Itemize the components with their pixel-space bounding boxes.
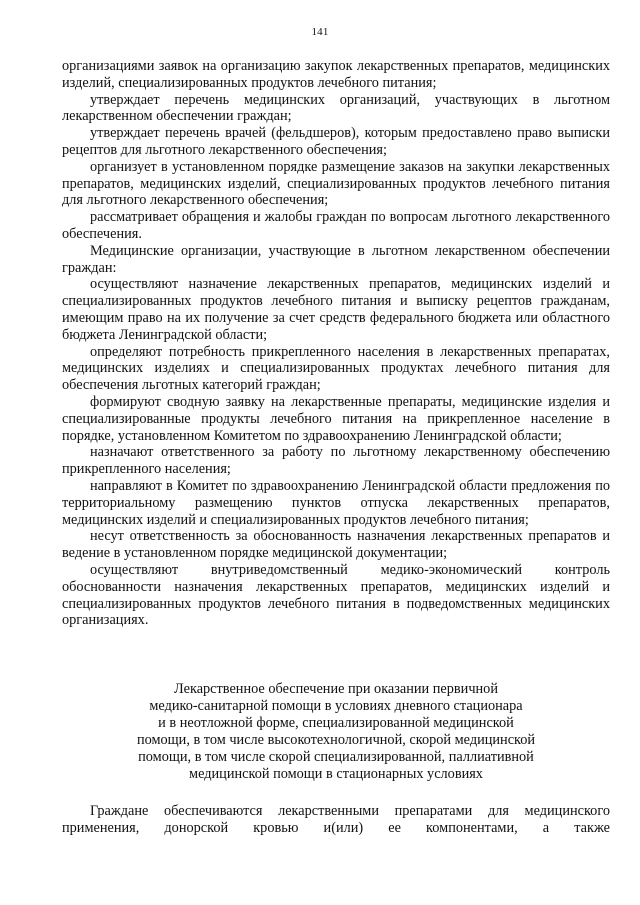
paragraph: Граждане обеспечиваются лекарственными препаратами для медицинского применения, донорской кровью и(или) ее компонентами, а также bbox=[62, 803, 610, 836]
page-number: 141 bbox=[311, 26, 329, 38]
paragraph: организует в установленном порядке размещение заказов на закупки лекарственных препаратов, медицинских изделий, специализированных продуктов лечебного питания для льготного лекарственного обеспечения; bbox=[62, 158, 610, 209]
paragraph: осуществляют назначение лекарственных препаратов, медицинских изделий и специализированных продуктов лечебного питания и выписку рецептов гражданам, имеющим право на их получение за счет средств федерального бюджета или областного бюджета Ленинградской области; bbox=[62, 276, 610, 343]
heading-line: медико-санитарной помощи в условиях дневного стационара bbox=[149, 698, 523, 714]
paragraph: утверждает перечень медицинских организаций, участвующих в льготном лекарственном обеспечении граждан; bbox=[62, 91, 610, 125]
heading-line: Лекарственное обеспечение при оказании первичной bbox=[174, 681, 498, 697]
paragraph: формируют сводную заявку на лекарственные препараты, медицинские изделия и специализированные продукты лечебного питания на прикрепленное население в порядке, установленном Комитетом по здравоохранению Ленинградской области; bbox=[62, 393, 610, 444]
heading-line: помощи, в том числе скорой специализированной, паллиативной bbox=[138, 749, 534, 765]
paragraph: утверждает перечень врачей (фельдшеров), которым предоставлено право выписки рецептов для льготного лекарственного обеспечения; bbox=[62, 125, 610, 158]
heading-line: помощи, в том числе высокотехнологичной, скорой медицинской bbox=[136, 732, 536, 748]
paragraph: осуществляют внутриведомственный медико-экономический контроль обоснованности назначения лекарственных препаратов, медицинских изделий и специализированных продуктов лечебного питания в подведомственных медицинских организациях. bbox=[62, 561, 610, 629]
paragraph: Медицинские организации, участвующие в льготном лекарственном обеспечении граждан: bbox=[62, 242, 610, 276]
heading-line: и в неотложной форме, специализированной медицинской bbox=[158, 715, 514, 731]
heading-line: медицинской помощи в стационарных условиях bbox=[189, 766, 483, 782]
paragraph: назначают ответственного за работу по льготному лекарственному обеспечению прикрепленного населения; bbox=[62, 444, 610, 478]
paragraph: определяют потребность прикрепленного населения в лекарственных препаратах, медицинских изделиях и специализированных продуктах лечебного питания для обеспечения льготных категорий граждан; bbox=[62, 343, 610, 394]
body-text bbox=[62, 58, 610, 629]
section-heading bbox=[62, 681, 610, 783]
paragraph: несут ответственность за обоснованность назначения лекарственных препаратов и ведение в установленном порядке медицинской документации; bbox=[62, 528, 610, 562]
paragraph: организациями заявок на организацию закупок лекарственных препаратов, медицинских изделий, специализированных продуктов лечебного питания; bbox=[62, 58, 610, 91]
paragraph: рассматривает обращения и жалобы граждан по вопросам льготного лекарственного обеспечения. bbox=[62, 209, 610, 242]
paragraph: направляют в Комитет по здравоохранению Ленинградской области предложения по территориальному размещению пунктов отпуска лекарственных препаратов, медицинских изделий и специализированных продуктов лечебного питания; bbox=[62, 477, 610, 528]
tail-text bbox=[62, 803, 610, 837]
